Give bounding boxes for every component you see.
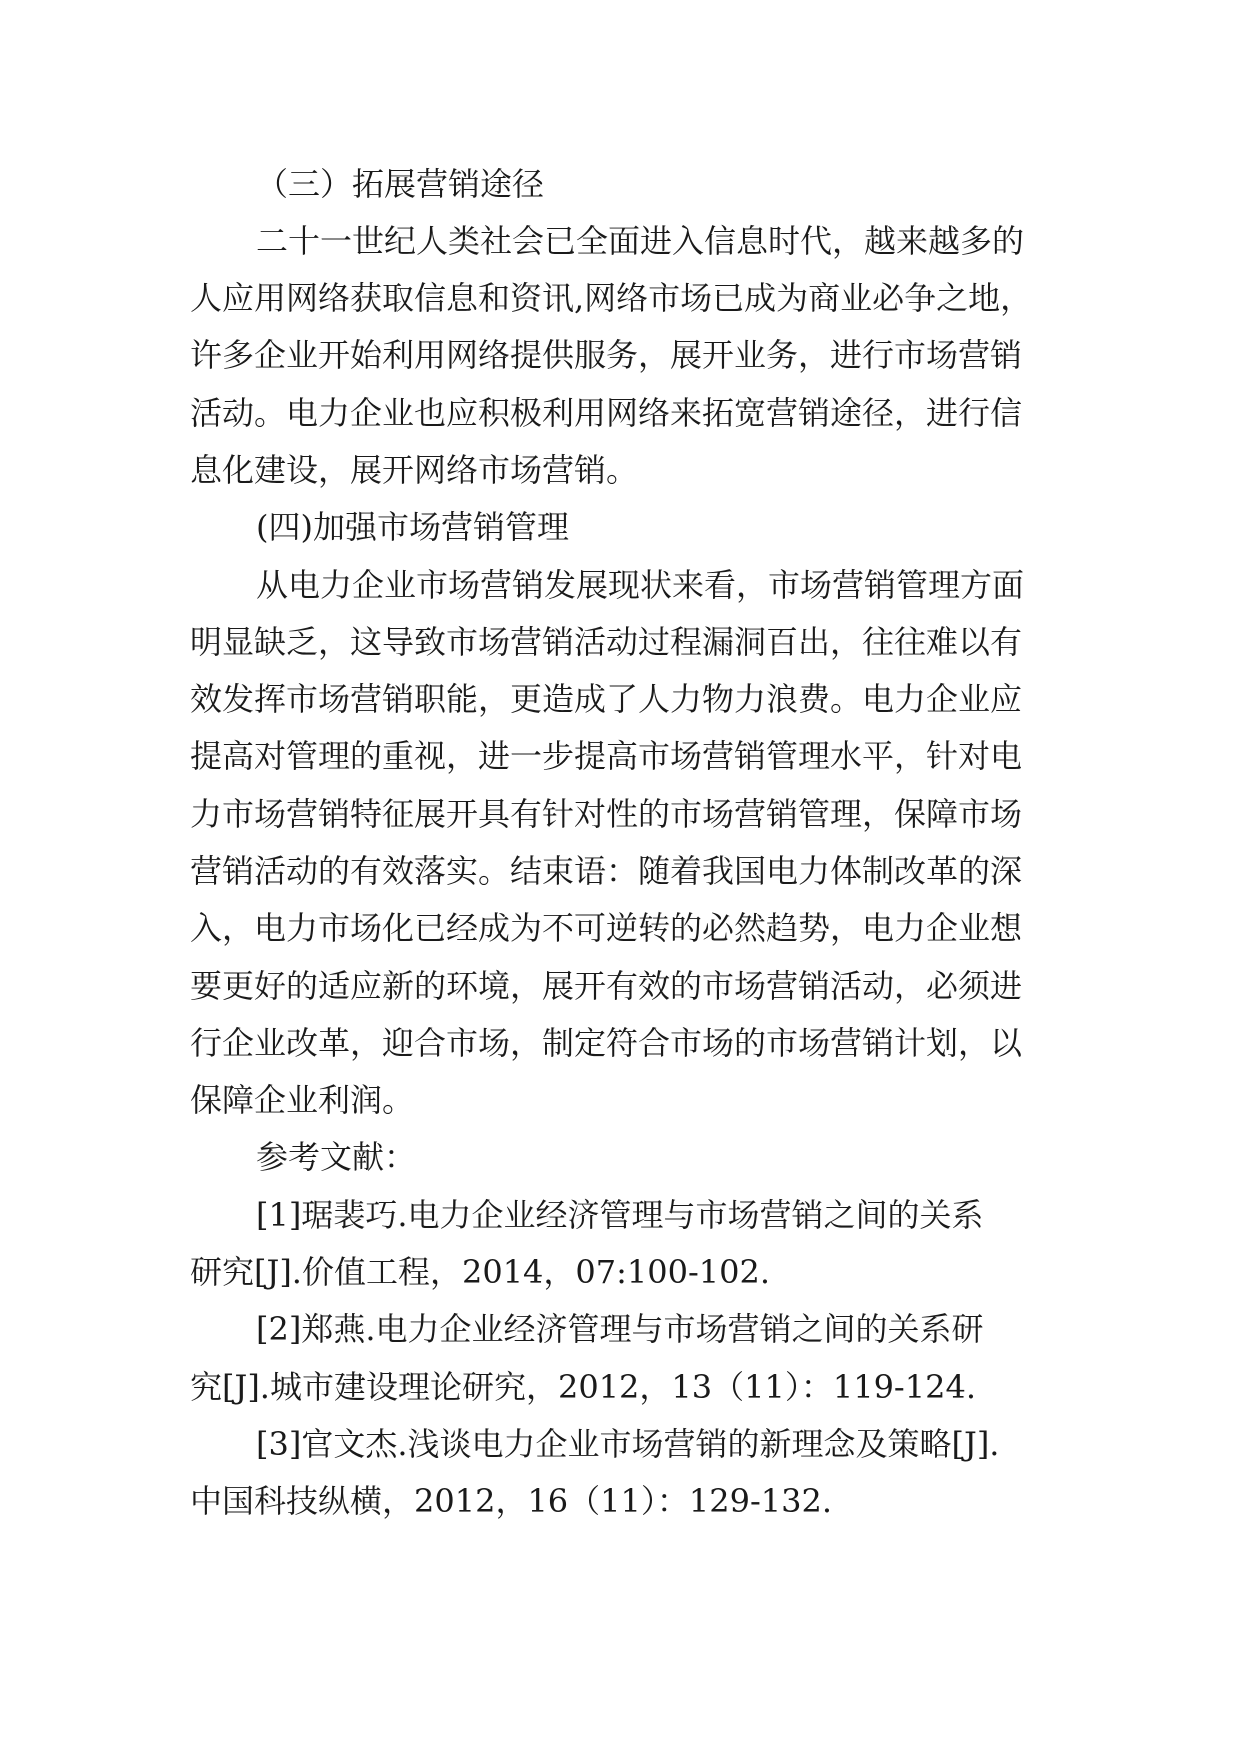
reference-item-3-line-2: 中国科技纵横，2012，16（11）：129-132. — [190, 1482, 833, 1520]
reference-item-1-line-2: 研究[J].价值工程，2014，07:100-102. — [190, 1253, 771, 1291]
paragraph-line: 人应用网络获取信息和资讯,网络市场已成为商业必争之地， — [190, 279, 1033, 317]
paragraph-line: 行企业改革，迎合市场，制定符合市场的市场营销计划，以 — [190, 1024, 1023, 1062]
references-heading: 参考文献： — [256, 1138, 417, 1176]
reference-item-2-line-2: 究[J].城市建设理论研究，2012，13（11）：119-124. — [190, 1368, 976, 1406]
reference-item-3-line-1: [3]官文杰.浅谈电力企业市场营销的新理念及策略[J]. — [256, 1425, 1000, 1463]
paragraph-line: 营销活动的有效落实。结束语：随着我国电力体制改革的深 — [190, 852, 1023, 890]
paragraph-line: 入，电力市场化已经成为不可逆转的必然趋势，电力企业想 — [190, 909, 1023, 947]
paragraph-line: 息化建设，展开网络市场营销。 — [190, 451, 639, 489]
paragraph-line: 许多企业开始利用网络提供服务，展开业务，进行市场营销 — [190, 336, 1023, 374]
section-heading-strengthen-management: (四)加强市场营销管理 — [256, 508, 569, 546]
paragraph-line: 力市场营销特征展开具有针对性的市场营销管理，保障市场 — [190, 795, 1023, 833]
paragraph-line: 要更好的适应新的环境，展开有效的市场营销活动，必须进 — [190, 967, 1023, 1005]
reference-item-1-line-1: [1]琚裴巧.电力企业经济管理与市场营销之间的关系 — [256, 1196, 984, 1234]
paragraph-line: 活动。电力企业也应积极利用网络来拓宽营销途径，进行信 — [190, 394, 1023, 432]
reference-item-2-line-1: [2]郑燕.电力企业经济管理与市场营销之间的关系研 — [256, 1310, 984, 1348]
section-heading-expand-marketing: （三）拓展营销途径 — [256, 165, 545, 203]
paragraph-line: 保障企业利润。 — [190, 1081, 415, 1119]
paragraph-line: 明显缺乏，这导致市场营销活动过程漏洞百出，往往难以有 — [190, 623, 1023, 661]
paragraph-line: 效发挥市场营销职能，更造成了人力物力浪费。电力企业应 — [190, 680, 1023, 718]
paragraph-line: 从电力企业市场营销发展现状来看，市场营销管理方面 — [256, 566, 1025, 604]
paragraph-line: 提高对管理的重视，进一步提高市场营销管理水平，针对电 — [190, 737, 1023, 775]
paragraph-line: 二十一世纪人类社会已全面进入信息时代，越来越多的 — [256, 222, 1025, 260]
